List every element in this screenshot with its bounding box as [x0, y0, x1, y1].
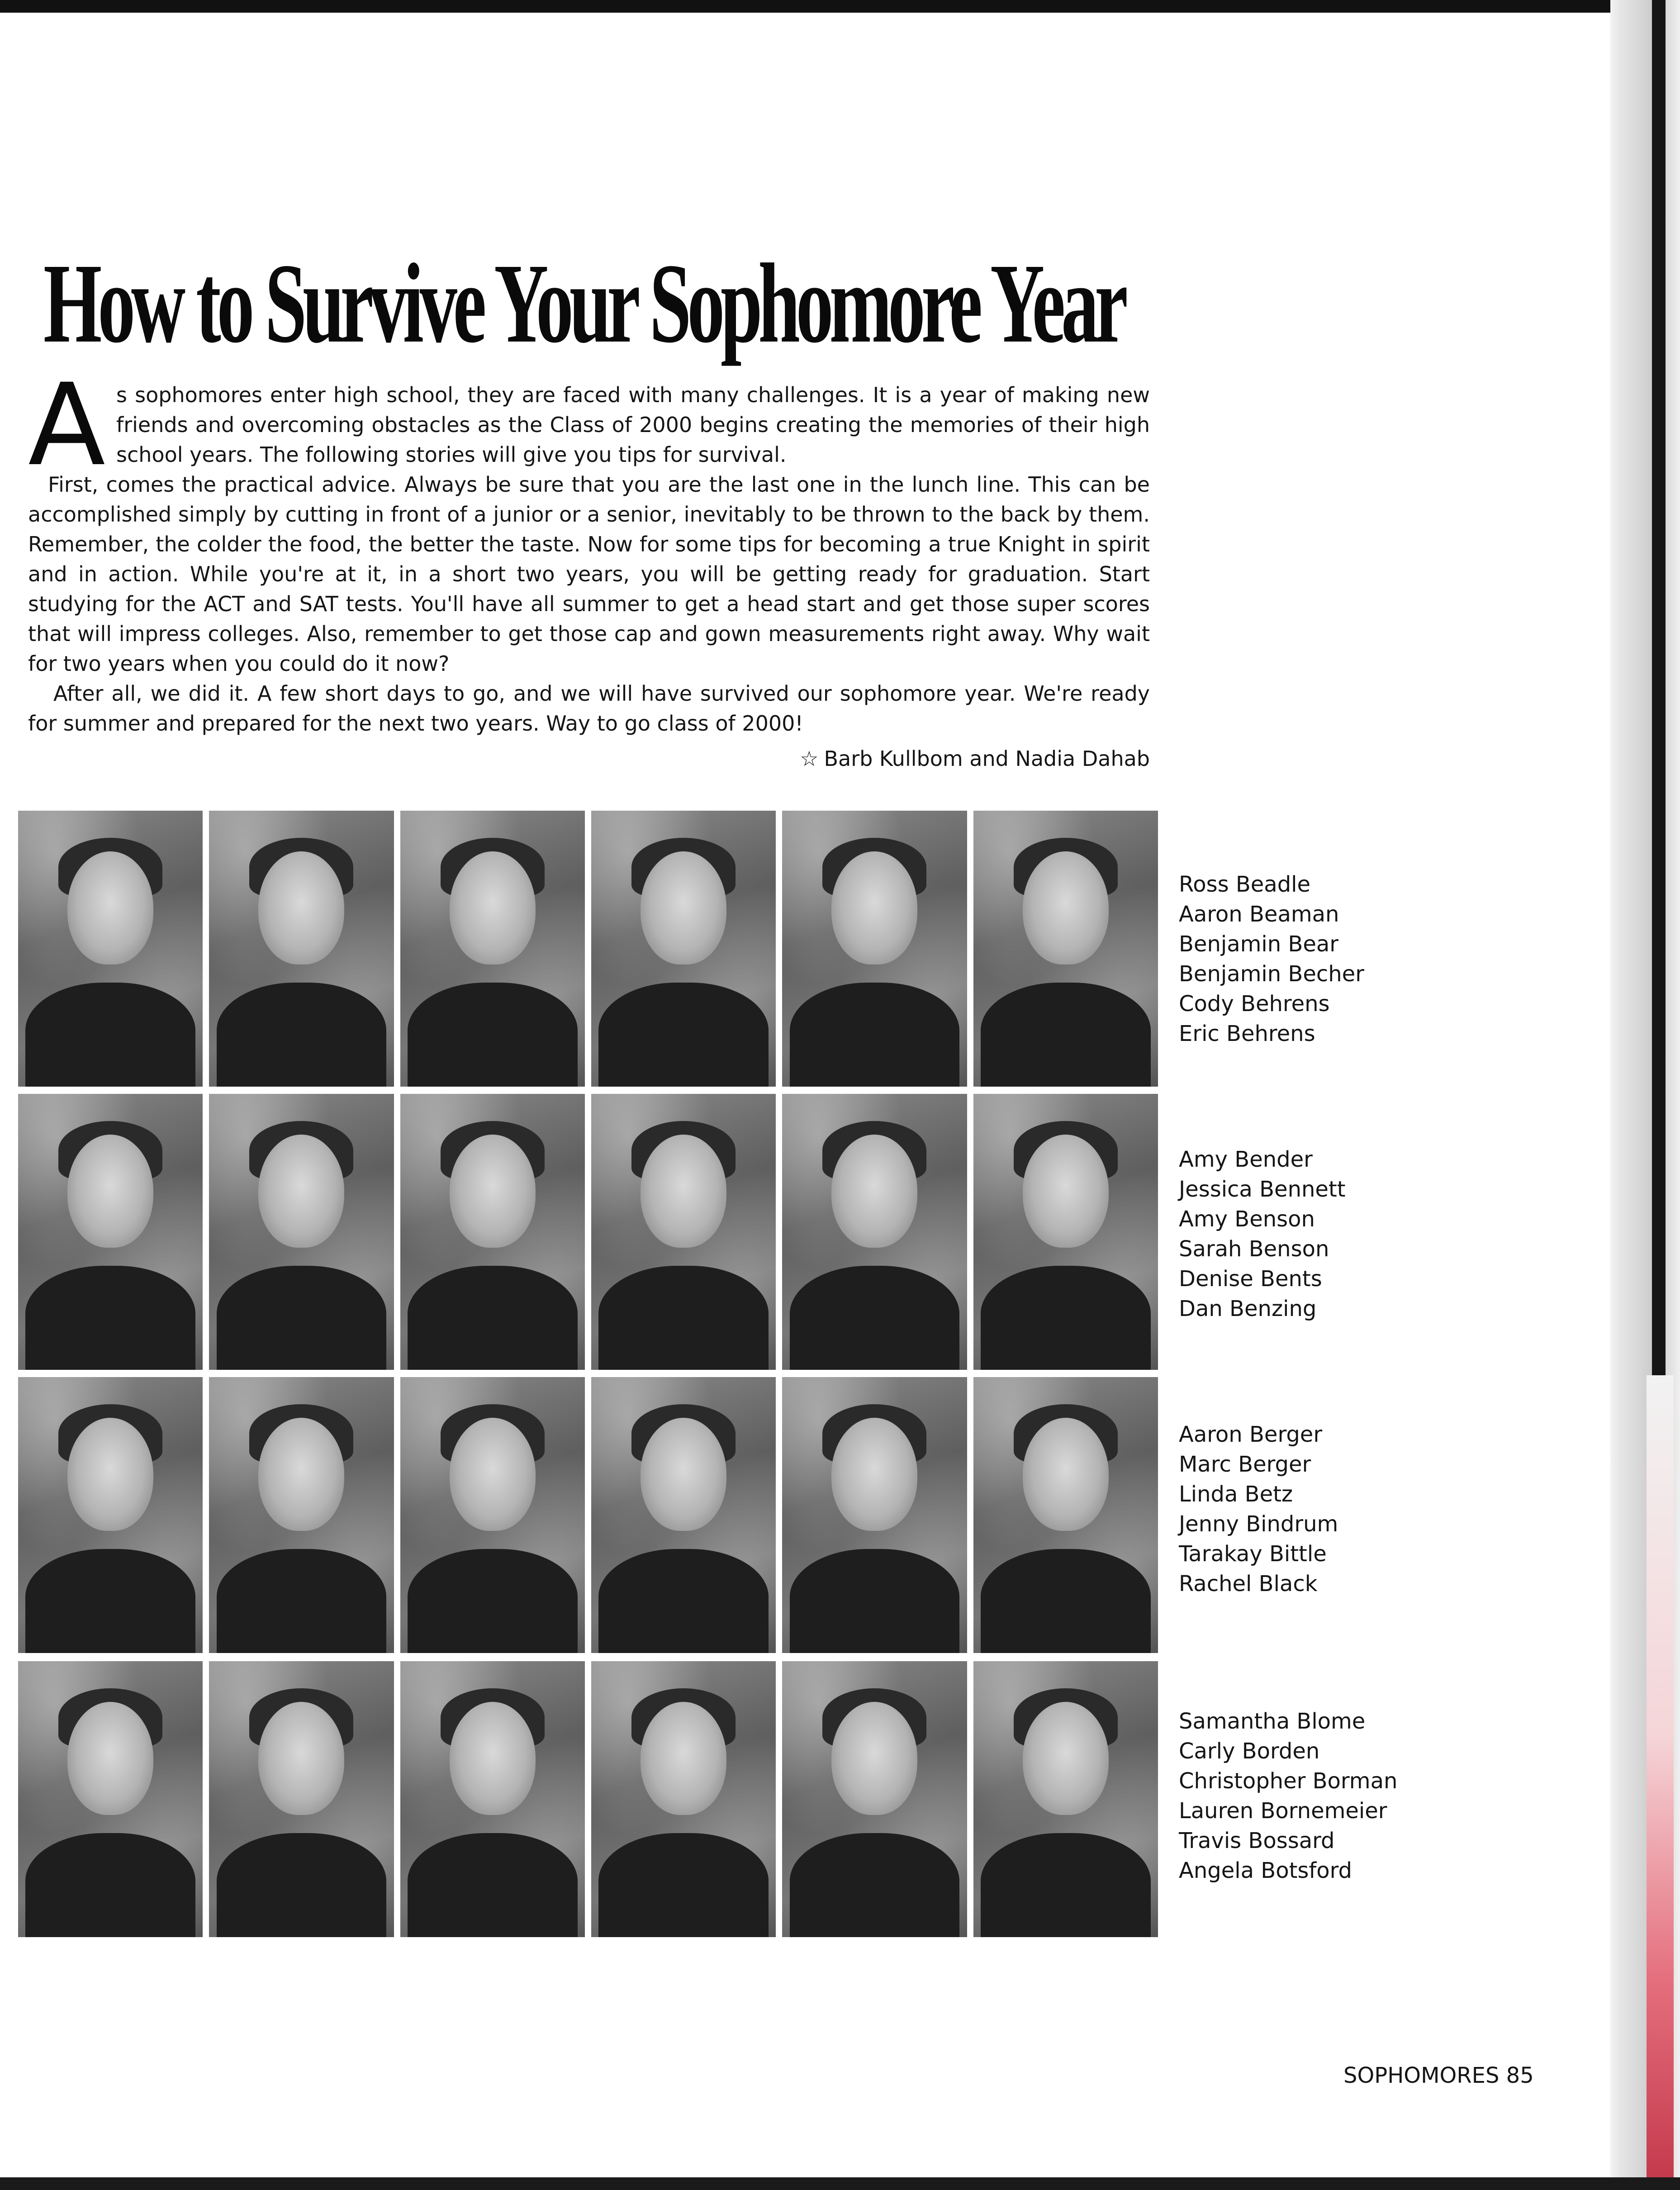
student-name: Amy Bender — [1179, 1147, 1313, 1172]
portrait-photo — [209, 1094, 394, 1370]
portrait-photo — [18, 1661, 203, 1937]
portrait-photo — [973, 811, 1158, 1087]
portrait-row-4 — [18, 1661, 1158, 1937]
student-name: Tarakay Bittle — [1179, 1541, 1327, 1567]
portrait-photo — [782, 1661, 967, 1937]
portrait-photo — [591, 811, 776, 1087]
student-name: Dan Benzing — [1179, 1296, 1317, 1321]
student-name: Marc Berger — [1179, 1452, 1311, 1477]
student-name: Aaron Beaman — [1179, 902, 1339, 927]
portrait-photo — [591, 1661, 776, 1937]
student-name: Benjamin Bear — [1179, 931, 1339, 957]
portrait-photo — [973, 1661, 1158, 1937]
portrait-photo — [400, 1661, 585, 1937]
portrait-photo — [591, 1377, 776, 1653]
portrait-photo — [400, 1094, 585, 1370]
student-name: Jessica Bennett — [1179, 1177, 1346, 1202]
portrait-photo — [400, 1377, 585, 1653]
portrait-row-3 — [18, 1377, 1158, 1653]
student-name: Benjamin Becher — [1179, 961, 1364, 987]
name-list-row-1 — [1179, 869, 1523, 1049]
portrait-photo — [209, 1377, 394, 1653]
student-name: Samantha Blome — [1179, 1709, 1366, 1734]
student-name: Ross Beadle — [1179, 872, 1311, 897]
page-bottom-edge — [0, 2177, 1680, 2190]
student-name: Carly Borden — [1179, 1739, 1320, 1764]
page-headline: How to Survive Your Sophomore Year — [43, 240, 1124, 366]
name-list-row-3 — [1179, 1420, 1523, 1599]
portrait-photo — [18, 1094, 203, 1370]
drop-cap: A — [28, 359, 106, 491]
student-name: Cody Behrens — [1179, 991, 1330, 1017]
student-name: Denise Bents — [1179, 1266, 1322, 1292]
student-name: Amy Benson — [1179, 1207, 1315, 1232]
page-folio: SOPHOMORES 85 — [1343, 2063, 1534, 2088]
portrait-photo — [591, 1094, 776, 1370]
portrait-photo — [18, 811, 203, 1087]
portrait-photo — [209, 811, 394, 1087]
student-name: Lauren Bornemeier — [1179, 1798, 1387, 1824]
byline-authors: Barb Kullbom and Nadia Dahab — [824, 746, 1150, 771]
book-spine-tint — [1647, 1375, 1674, 2177]
portrait-photo — [973, 1094, 1158, 1370]
article-byline — [28, 744, 1150, 774]
name-list-row-4 — [1179, 1706, 1523, 1886]
book-spine-shadow — [1652, 0, 1666, 1375]
article-paragraph-1-text: s sophomores enter high school, they are faced with many challenges. It is a year of making new friends and overcoming obstacles as the Class of 2000 begins creating the memories of their high school years. The following stories will give you tips for survival. — [116, 383, 1150, 467]
student-name: Angela Botsford — [1179, 1858, 1353, 1883]
portrait-photo — [782, 1094, 967, 1370]
student-name: Jenny Bindrum — [1179, 1511, 1338, 1537]
star-icon: ☆ — [800, 746, 819, 771]
portrait-photo — [400, 811, 585, 1087]
portrait-photo — [782, 1377, 967, 1653]
article-paragraph-1 — [28, 359, 1150, 491]
article-paragraph-2: First, comes the practical advice. Always be sure that you are the last one in the lunch line. This can be accomplished simply by cutting in front of a junior or a senior, inevitably to be thrown to the back by them. Remember, the colder the food, the better the taste. Now for some tips for becoming a true Knight in spirit and in action. While you're at it, in a short two years, you will be getting ready for graduation. Start studying for the ACT and SAT tests. You'll have all summer to get a head start and get those super scores that will impress colleges. Also, remember to get those cap and gown measurements right away. Why wait for two years when you could do it now? — [28, 472, 1150, 676]
page-top-edge — [0, 0, 1680, 13]
portrait-photo — [209, 1661, 394, 1937]
student-name: Sarah Benson — [1179, 1236, 1329, 1262]
article-body — [28, 359, 1150, 774]
portrait-photo — [973, 1377, 1158, 1653]
article-paragraph-3: After all, we did it. A few short days to go, and we will have survived our sophomore year. We're ready for summer and prepared for the next two years. Way to go class of 2000! — [28, 681, 1150, 736]
student-name: Aaron Berger — [1179, 1422, 1323, 1447]
student-name: Eric Behrens — [1179, 1021, 1315, 1046]
student-name: Christopher Borman — [1179, 1768, 1398, 1794]
name-list-row-2 — [1179, 1145, 1523, 1324]
student-name: Travis Bossard — [1179, 1828, 1335, 1853]
portrait-photo — [18, 1377, 203, 1653]
student-name: Linda Betz — [1179, 1482, 1293, 1507]
portrait-row-2 — [18, 1094, 1158, 1370]
portrait-photo — [782, 811, 967, 1087]
student-name: Rachel Black — [1179, 1571, 1318, 1596]
portrait-row-1 — [18, 811, 1158, 1087]
